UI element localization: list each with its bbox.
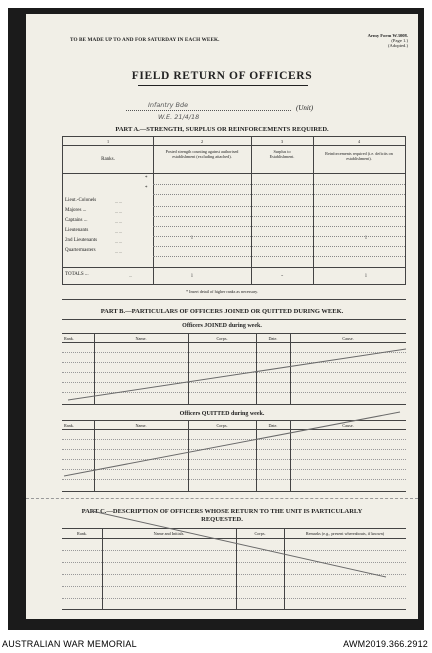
joined-col-cause: Cause. [342, 336, 354, 341]
joined-col-corps: Corps. [216, 336, 228, 341]
unit-label: (Unit) [296, 104, 314, 112]
part-b-title: PART B.—PARTICULARS OF OFFICERS JOINED OR QUITTED DURING WEEK. [100, 308, 344, 315]
quitted-title: Officers QUITTED during week. [179, 411, 265, 417]
rank-row: * [145, 176, 148, 181]
quitted-col-date: Date. [268, 423, 278, 428]
rank-row: Lieut.-Colonels ... ... [65, 198, 123, 204]
form-number-line1: Army Form W.3008. [367, 33, 408, 38]
rank-row: * [145, 186, 148, 191]
form-sheet [26, 14, 418, 619]
totals-dots: ... [129, 273, 133, 278]
part-c-col-name: Name and Initials. [153, 531, 185, 536]
page-title: FIELD RETURN OF OFFICERS [131, 70, 313, 82]
week-ending-handwriting: W.E. 21/4/18 [158, 113, 200, 121]
col-number-4: 4 [357, 139, 361, 144]
joined-col-rank: Rank. [64, 336, 74, 341]
part-c-col-remarks: Remarks (e.g., present whereabouts, if known) [305, 531, 385, 536]
rank-row: Captains ... ... ... [65, 218, 123, 224]
instruction-text: TO BE MADE UP TO AND FOR SATURDAY IN EACH WEEK. [70, 37, 220, 43]
totals-label: TOTALS ... [65, 272, 89, 277]
part-c-title-line1: PART C.—DESCRIPTION OF OFFICERS WHOSE RETURN TO THE UNIT IS PARTICULARLY [81, 508, 363, 515]
cancellation-strokes [26, 14, 418, 619]
form-number-line2: (Page 1.) [391, 38, 408, 44]
form-number-line3: (Adopted.) [387, 43, 408, 49]
rank-row: 2nd Lieutenants ... ... [65, 238, 123, 244]
part-a-title: PART A.—STRENGTH, SURPLUS OR REINFORCEMENTS REQUIRED. [115, 126, 329, 133]
part-a-table: 1 2 3 4 Ranks. Posted strength counting against authorised establishment (excluding attached). Surplus to Establishment. Reinforcements required (i.e. deficits on establishment). * * Lieut.-Colonels ... ... Majores ... ... ... Captains ... ... ... Lieutenants ... ... 2nd Lieutenants ... ... Quartermasters ... ... ı ı ı - ı TOTALS ... ... [62, 136, 406, 285]
col-header-ranks: Ranks. [101, 157, 115, 162]
col-number-1: 1 [106, 139, 110, 144]
col-number-3: 3 [280, 139, 284, 144]
part-c-title-line2: REQUESTED. [201, 516, 243, 523]
part-c-col-rank: Rank. [77, 531, 87, 536]
quitted-col-name: Name. [135, 423, 147, 428]
archive-reference: AWM2019.366.2912 [343, 639, 428, 649]
col-number-2: 2 [200, 139, 204, 144]
quitted-col-corps: Corps. [216, 423, 228, 428]
unit-handwriting: Infantry Bde [148, 101, 189, 109]
rank-row: Lieutenants ... ... [65, 228, 123, 234]
joined-title: Officers JOINED during week. [182, 323, 262, 329]
quitted-col-rank: Rank. [64, 423, 74, 428]
col-header-reinforcements: Reinforcements required (i.e. deficits on establishment). [325, 151, 393, 161]
rank-row: Majores ... ... ... [65, 208, 123, 214]
rank-row: Quartermasters ... ... [65, 248, 123, 254]
part-a-footnote: * Insert detail of higher ranks as necessary. [185, 289, 259, 294]
quitted-col-cause: Cause. [342, 423, 354, 428]
archive-caption: AUSTRALIAN WAR MEMORIAL [2, 639, 137, 649]
joined-col-name: Name. [135, 336, 147, 341]
col-header-surplus: Surplus to Establishment. [269, 149, 295, 159]
joined-col-date: Date. [268, 336, 278, 341]
part-c-col-corps: Corps. [254, 531, 266, 536]
col-header-posted: Posted strength counting against authorised establishment (excluding attached). [165, 149, 239, 159]
